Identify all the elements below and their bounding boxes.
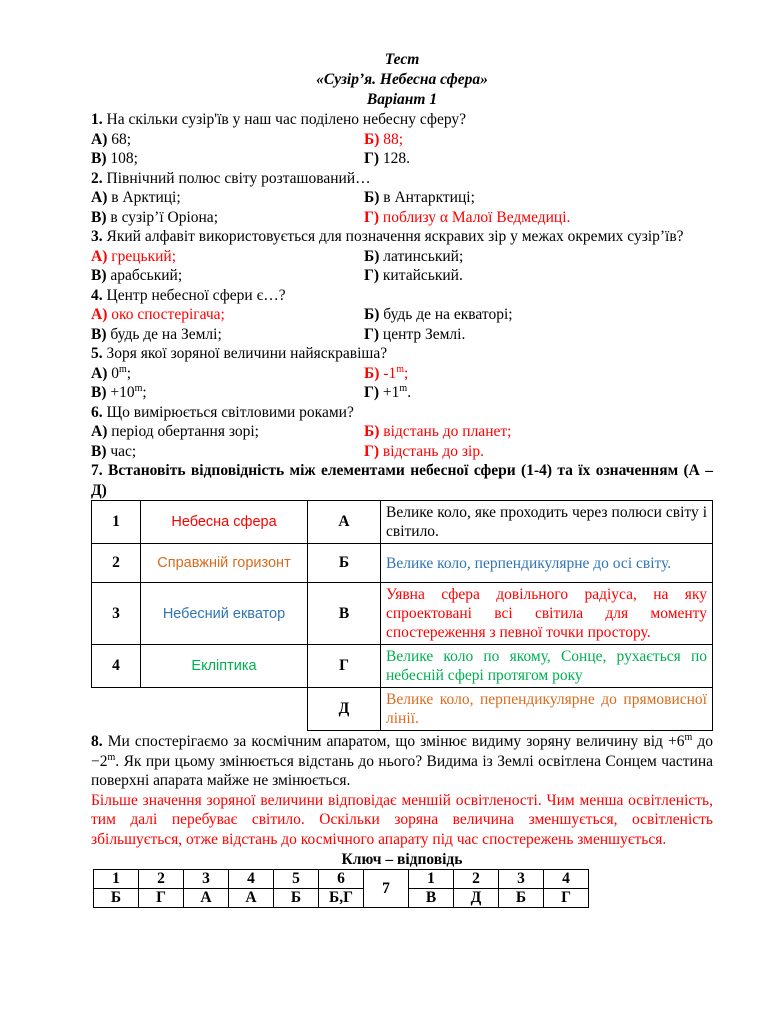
key-title: Ключ – відповідь	[341, 851, 463, 868]
question-text: Який алфавіт використовується для позначення яскравих зір у межах окремих сузір’їв?	[102, 228, 684, 245]
question-1	[91, 110, 713, 130]
question-text: Що вимірюється світловими роками?	[102, 403, 354, 421]
table-row: 1 Небесна сфера А Велике коло, яке проходить через полюси світу і світило.	[92, 501, 713, 544]
question-number: 6.	[91, 403, 103, 421]
key-answer-row: Б Г А А Б Б,Г В Д Б Г	[94, 889, 589, 908]
question-number: 2.	[91, 169, 103, 187]
option-a-correct: А) око спостерігача;	[91, 306, 225, 323]
options-row	[91, 188, 713, 208]
option-c: В) будь де на Землі;	[91, 325, 222, 343]
option-c: В) 108;	[91, 150, 138, 167]
options-row	[91, 422, 713, 442]
option-a: А) 0$^m$;	[91, 363, 132, 382]
question-number: 7.	[91, 462, 103, 479]
option-a: А) період обертання зорі;	[91, 423, 259, 440]
answer-key-table	[93, 869, 589, 908]
question-number: 3.	[91, 228, 103, 245]
question-number: 1.	[91, 111, 103, 128]
question-number: 5.	[91, 345, 103, 362]
question-7	[91, 461, 713, 500]
table-row: Д Велике коло, перпендикулярне до прямовисної лінії.	[92, 688, 713, 731]
question-text: Північний полюс світу розташований…	[102, 169, 371, 187]
options-row	[91, 305, 713, 325]
option-b: Б) латинський;	[364, 247, 464, 265]
option-d: Г) 128.	[364, 150, 411, 167]
question-text: Зоря якої зоряної величини найяскравіша?	[102, 345, 388, 362]
title-variant: Варіант 1	[366, 91, 438, 108]
test-page	[91, 50, 713, 908]
key-seven: 7	[364, 870, 409, 908]
question-6	[91, 403, 713, 423]
option-b: Б) будь де на екваторі;	[364, 306, 513, 323]
question-text: Встановіть відповідність між елементами небесної сфери (1-4) та їх означенням (А – Д)	[91, 462, 713, 499]
question-number: 8.	[91, 733, 103, 750]
option-c: В) час;	[91, 442, 137, 460]
question-4	[91, 286, 713, 306]
table-row: 2 Справжній горизонт Б Велике коло, перпендикулярне до осі світу.	[92, 544, 713, 583]
options-row	[91, 383, 713, 403]
option-a: А) в Арктиці;	[91, 189, 181, 206]
option-d: $Г) +1^m$.	[364, 382, 412, 401]
question-text: На скільки сузір'їв у наш час поділено небесну сферу?	[102, 111, 467, 128]
table-row: 4 Екліптика Г Велике коло по якому, Сонце, рухається по небесній сфері протягом року	[92, 645, 713, 688]
option-a: А) 68;	[91, 130, 132, 148]
question-number: 4.	[91, 286, 103, 304]
options-row	[91, 149, 713, 169]
option-b-correct: Б) -1$^m$;	[364, 363, 409, 382]
option-b: Б) в Антарктиці;	[364, 189, 475, 206]
question-5	[91, 344, 713, 364]
options-row	[91, 266, 713, 286]
table-row: 3 Небесний екватор В Уявна сфера довільного радіуса, на яку спроектовані всі світила для моменту спостереження з певної точки простору.	[92, 583, 713, 645]
question-text: Центр небесної сфери є…?	[102, 286, 286, 304]
option-b-correct: Б) 88;	[364, 130, 404, 148]
option-b-correct: Б) відстань до планет;	[364, 423, 512, 440]
option-d-correct: Г) відстань до зір.	[364, 442, 484, 460]
option-c: В) в сузір’ї Оріона;	[91, 208, 218, 226]
matching-table	[91, 500, 713, 731]
question-3	[91, 227, 713, 247]
option-a-correct: А) грецький;	[91, 247, 177, 265]
question-8: 8. Ми спостерігаємо за космічним апаратом, що змінює видиму зоряну величину від $+6^m$ до $-2^m$. Як при цьому змінюється відстань до нього? Видима із Землі освітлена Сонцем частина поверхні апарата майже не змінюється.	[91, 731, 713, 789]
title-test: Тест	[384, 51, 420, 68]
options-row	[91, 364, 713, 384]
option-d: Г) китайський.	[364, 267, 463, 284]
answer-8: Більше значення зоряної величини відповідає меншій освітленості. Чим менша освітленість, тим далі перебуває світило. Оскільки зоряна величина зменшується, освітленість збільшується, отже відстань до космічного апарату під час спостережень зменшується.	[91, 791, 713, 848]
option-c: $В) +10^m$;	[91, 382, 147, 401]
options-row	[91, 130, 713, 150]
options-row	[91, 247, 713, 267]
option-d-correct: Г) поблизу α Малої Ведмедиці.	[364, 208, 571, 226]
question-2	[91, 169, 713, 189]
option-c: В) арабський;	[91, 267, 183, 284]
options-row	[91, 208, 713, 228]
key-header-row: 1 2 3 4 5 6 7 1 2 3 4	[94, 870, 589, 889]
option-d: Г) центр Землі.	[364, 325, 466, 343]
options-row	[91, 325, 713, 345]
options-row	[91, 442, 713, 462]
title-topic: «Сузір’я. Небесна сфера»	[316, 71, 488, 88]
